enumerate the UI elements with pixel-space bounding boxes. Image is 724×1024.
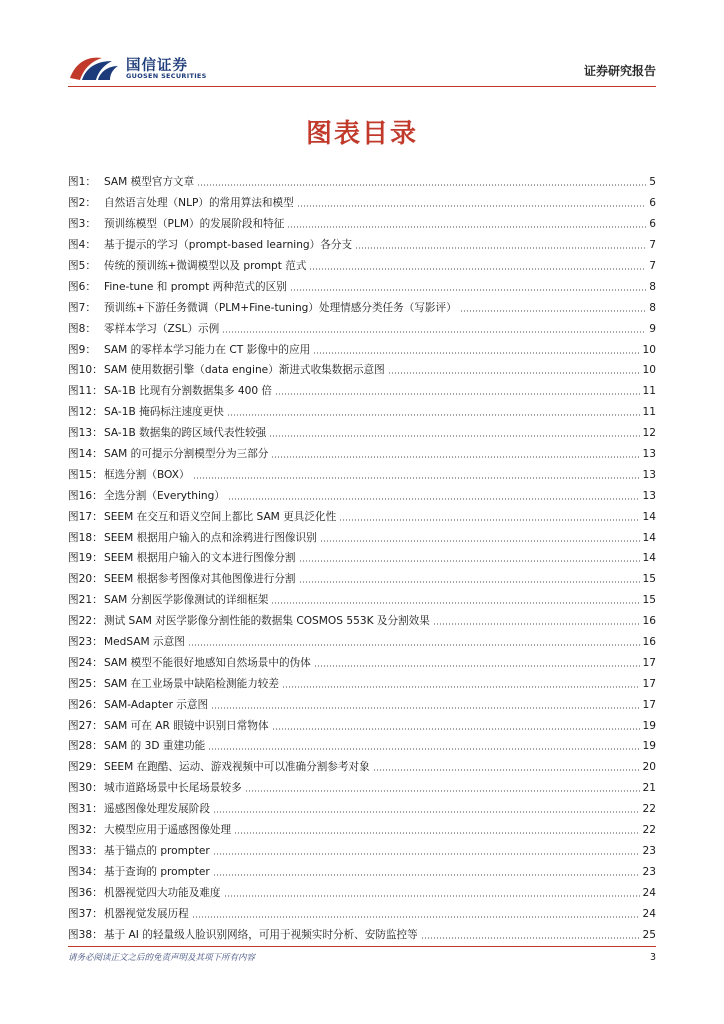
toc-entry-page: 14 xyxy=(642,552,656,565)
toc-entry[interactable] xyxy=(68,569,656,590)
toc-entry-label: 图1： xyxy=(68,176,96,189)
toc-entry-label: 图12： xyxy=(68,406,103,419)
toc-entry[interactable] xyxy=(68,423,656,444)
toc-entry-page: 7 xyxy=(649,260,656,272)
toc-entry-title: Fine-tune 和 prompt 两种范式的区别 xyxy=(104,280,287,293)
toc-leader-dots xyxy=(271,602,639,604)
toc-entry-title: 全选分割（Everything） xyxy=(104,489,225,502)
toc-entry-label: 图16： xyxy=(68,489,103,502)
toc-entry[interactable] xyxy=(68,694,656,715)
toc-leader-dots xyxy=(213,874,640,876)
toc-leader-dots xyxy=(433,623,640,625)
toc-entry[interactable] xyxy=(68,276,656,297)
toc-entry-page: 16 xyxy=(642,636,656,649)
toc-leader-dots xyxy=(320,540,640,542)
toc-entry-label: 图24： xyxy=(68,656,103,669)
toc-entry[interactable] xyxy=(68,632,656,653)
toc-entry-label: 图18： xyxy=(68,531,103,544)
toc-leader-dots xyxy=(208,748,639,750)
toc-entry[interactable] xyxy=(68,841,656,862)
toc-entry-page: 20 xyxy=(642,761,656,774)
toc-leader-dots xyxy=(460,310,647,312)
toc-entry-page: 23 xyxy=(642,844,656,857)
toc-entry-label: 图27： xyxy=(68,719,103,732)
toc-leader-dots xyxy=(314,665,640,667)
toc-entry-title: SEEM 根据用户输入的点和涂鸦进行图像识别 xyxy=(104,531,317,544)
footer-disclaimer: 请务必阅读正文之后的免责声明及其项下所有内容 xyxy=(68,953,256,963)
toc-entry-page: 19 xyxy=(642,719,656,732)
logo-chinese-name: 国信证券 xyxy=(126,58,188,74)
toc-entry[interactable] xyxy=(68,464,656,485)
toc-leader-dots xyxy=(299,560,640,562)
toc-entry-page: 10 xyxy=(642,343,656,356)
toc-entry-title: 预训练模型（PLM）的发展阶段和特征 xyxy=(104,218,285,231)
toc-leader-dots xyxy=(234,832,639,834)
toc-entry-title: 机器视觉发展历程 xyxy=(104,907,189,920)
page-title: 图表目录 xyxy=(305,119,418,149)
toc-entry-title: SAM 的可提示分割模型分为三部分 xyxy=(104,448,269,461)
toc-entry-label: 图32： xyxy=(68,824,103,837)
toc-entry-title: MedSAM 示意图 xyxy=(104,636,185,649)
toc-entry-title: 基于提示的学习（prompt-based learning）各分支 xyxy=(104,239,353,252)
toc-entry-title: 基于 AI 的轻量级人脸识别网络，可用于视频实时分析、安防监控等 xyxy=(104,928,418,941)
toc-entry-title: 测试 SAM 对医学影像分割性能的数据集 COSMOS 553K 及分割效果 xyxy=(104,615,430,628)
toc-leader-dots xyxy=(290,289,646,291)
toc-entry-label: 图8： xyxy=(68,322,96,335)
toc-leader-dots xyxy=(211,707,639,709)
toc-entry-title: SAM 可在 AR 眼镜中识别日常物体 xyxy=(104,719,269,732)
toc-entry-label: 图15： xyxy=(68,468,103,481)
toc-leader-dots xyxy=(421,937,640,939)
toc-entry[interactable] xyxy=(68,799,656,820)
toc-entry[interactable] xyxy=(68,214,656,235)
toc-entry-title: SAM 模型官方文章 xyxy=(104,176,195,189)
toc-entry-title: 自然语言处理（NLP）的常用算法和模型 xyxy=(104,197,294,210)
toc-entry-title: SA-1B 数据集的跨区域代表性较强 xyxy=(104,427,267,440)
toc-entry-page: 23 xyxy=(642,865,656,878)
toc-entry[interactable] xyxy=(68,882,656,903)
page-header xyxy=(68,50,656,86)
report-type-label: 证券研究报告 xyxy=(583,64,656,78)
toc-entry-page: 9 xyxy=(649,322,656,335)
toc-leader-dots xyxy=(227,414,640,416)
toc-entry-page: 22 xyxy=(642,824,656,837)
toc-entry-page: 6 xyxy=(649,197,656,210)
toc-entry[interactable] xyxy=(68,673,656,694)
toc-leader-dots xyxy=(355,247,646,249)
toc-entry[interactable] xyxy=(68,235,656,256)
toc-entry-label: 图3： xyxy=(68,218,96,231)
toc-entry-page: 16 xyxy=(642,615,656,628)
toc-entry-title: SAM 使用数据引擎（data engine）渐进式收集数据示意图 xyxy=(104,364,385,377)
toc-entry-page: 21 xyxy=(642,782,656,795)
toc-entry-title: SEEM 在跑酷、运动、游戏视频中可以准确分割参考对象 xyxy=(104,761,370,774)
toc-entry-label: 图37： xyxy=(68,907,103,920)
toc-entry[interactable] xyxy=(68,193,656,214)
toc-entry-page: 15 xyxy=(642,594,656,607)
toc-entry-label: 图31： xyxy=(68,803,103,816)
toc-entry[interactable] xyxy=(68,924,656,945)
toc-entry[interactable] xyxy=(68,757,656,778)
toc-entry-title: SAM 分割医学影像测试的详细框架 xyxy=(104,594,269,607)
toc-entry[interactable] xyxy=(68,548,656,569)
logo-english-name: GUOSEN SECURITIES xyxy=(126,72,207,80)
toc-entry-page: 13 xyxy=(642,448,656,461)
toc-entry-label: 图26： xyxy=(68,698,103,711)
footer-divider xyxy=(68,946,656,947)
toc-leader-dots xyxy=(275,393,639,395)
toc-entry-title: SEEM 在交互和语义空间上都比 SAM 更具泛化性 xyxy=(104,510,337,523)
toc-entry-label: 图33： xyxy=(68,844,103,857)
header-divider xyxy=(68,86,656,87)
toc-leader-dots xyxy=(188,644,640,646)
toc-entry[interactable] xyxy=(68,820,656,841)
toc-entry-title: SEEM 根据参考图像对其他图像进行分割 xyxy=(104,573,296,586)
toc-entry-page: 19 xyxy=(642,740,656,753)
toc-entry[interactable] xyxy=(68,444,656,465)
toc-entry-page: 22 xyxy=(642,803,656,816)
toc-entry-label: 图21： xyxy=(68,594,103,607)
toc-entry-label: 图6： xyxy=(68,280,96,293)
toc-entry-page: 11 xyxy=(642,385,656,398)
toc-entry[interactable] xyxy=(68,485,656,506)
toc-entry-title: 预训练+下游任务微调（PLM+Fine-tuning）处理情感分类任务（写影评） xyxy=(104,301,457,314)
toc-leader-dots xyxy=(197,184,646,186)
toc-leader-dots xyxy=(388,372,640,374)
toc-leader-dots xyxy=(271,456,639,458)
toc-entry-label: 图17： xyxy=(68,510,103,523)
toc-entry-page: 12 xyxy=(642,427,656,440)
toc-entry-label: 图23： xyxy=(68,636,103,649)
toc-entry-page: 24 xyxy=(642,886,656,899)
toc-entry[interactable] xyxy=(68,360,656,381)
toc-entry[interactable] xyxy=(68,861,656,882)
toc-entry-label: 图5： xyxy=(68,260,96,272)
toc-entry-page: 17 xyxy=(642,698,656,711)
toc-leader-dots xyxy=(309,268,646,270)
toc-entry-title: 机器视觉四大功能及难度 xyxy=(104,886,221,899)
guosen-logo xyxy=(68,50,218,86)
toc-entry-page: 15 xyxy=(642,573,656,586)
toc-entry[interactable] xyxy=(68,590,656,611)
toc-entry[interactable] xyxy=(68,402,656,423)
toc-entry-page: 6 xyxy=(649,218,656,231)
toc-leader-dots xyxy=(213,853,640,855)
toc-entry-label: 图28： xyxy=(68,740,103,753)
toc-entry-page: 5 xyxy=(649,176,656,189)
toc-entry-label: 图13： xyxy=(68,427,103,440)
toc-entry-label: 图34： xyxy=(68,865,103,878)
toc-leader-dots xyxy=(287,226,646,228)
toc-entry-label: 图25： xyxy=(68,677,103,690)
toc-entry-page: 8 xyxy=(649,280,656,293)
toc-entry[interactable] xyxy=(68,339,656,360)
toc-entry-label: 图14： xyxy=(68,448,103,461)
toc-entry[interactable] xyxy=(68,736,656,757)
toc-entry-label: 图9： xyxy=(68,343,96,356)
toc-entry-page: 7 xyxy=(649,239,656,252)
toc-entry-title: SEEM 根据用户输入的文本进行图像分割 xyxy=(104,552,296,565)
toc-entry-label: 图10： xyxy=(68,364,103,377)
toc-leader-dots xyxy=(272,728,640,730)
toc-leader-dots xyxy=(192,916,640,918)
toc-entry-title: 基于锚点的 prompter xyxy=(104,844,210,857)
toc-leader-dots xyxy=(222,331,646,333)
toc-leader-dots xyxy=(299,581,640,583)
toc-entry-title: 城市道路场景中长尾场景较多 xyxy=(104,782,242,795)
toc-entry-title: SA-1B 比现有分割数据集多 400 倍 xyxy=(104,385,273,398)
toc-leader-dots xyxy=(193,477,640,479)
toc-entry[interactable] xyxy=(68,381,656,402)
table-of-figures xyxy=(68,172,656,945)
toc-entry-label: 图7： xyxy=(68,301,96,314)
toc-entry[interactable] xyxy=(68,318,656,339)
toc-leader-dots xyxy=(282,686,640,688)
toc-leader-dots xyxy=(213,811,640,813)
toc-entry-page: 14 xyxy=(642,531,656,544)
toc-leader-dots xyxy=(269,435,639,437)
toc-entry-label: 图4： xyxy=(68,239,96,252)
toc-entry-page: 24 xyxy=(642,907,656,920)
toc-entry-title: 零样本学习（ZSL）示例 xyxy=(104,322,220,335)
toc-entry[interactable] xyxy=(68,903,656,924)
toc-leader-dots xyxy=(313,352,639,354)
toc-entry-label: 图30： xyxy=(68,782,103,795)
toc-leader-dots xyxy=(297,205,647,207)
toc-entry-page: 17 xyxy=(642,656,656,669)
toc-leader-dots xyxy=(339,519,639,521)
toc-entry-page: 17 xyxy=(642,677,656,690)
toc-leader-dots xyxy=(245,790,640,792)
toc-entry-label: 图11： xyxy=(68,385,103,398)
toc-entry-title: 大模型应用于遥感图像处理 xyxy=(104,824,232,837)
toc-leader-dots xyxy=(228,498,640,500)
toc-entry-title: SAM 在工业场景中缺陷检测能力较差 xyxy=(104,677,279,690)
toc-leader-dots xyxy=(224,895,640,897)
toc-entry[interactable] xyxy=(68,527,656,548)
toc-entry-label: 图36： xyxy=(68,886,103,899)
toc-entry-label: 图22： xyxy=(68,615,103,628)
toc-entry[interactable] xyxy=(68,506,656,527)
toc-entry-page: 14 xyxy=(642,510,656,523)
toc-entry-label: 图19： xyxy=(68,552,103,565)
toc-entry-page: 11 xyxy=(642,406,656,419)
toc-entry-title: 遥感图像处理发展阶段 xyxy=(104,803,210,816)
page-number: 3 xyxy=(649,952,656,963)
toc-entry-label: 图38： xyxy=(68,928,103,941)
toc-entry-label: 图20： xyxy=(68,573,103,586)
toc-entry-title: 基于查询的 prompter xyxy=(104,865,210,878)
toc-entry[interactable] xyxy=(68,778,656,799)
toc-leader-dots xyxy=(373,769,640,771)
toc-entry-page: 13 xyxy=(642,468,656,481)
toc-entry-title: SA-1B 掩码标注速度更快 xyxy=(104,406,224,419)
toc-entry[interactable] xyxy=(68,256,656,277)
toc-entry-label: 图29： xyxy=(68,761,103,774)
guosen-logo-icon xyxy=(68,52,120,82)
toc-entry-title: 框选分割（BOX） xyxy=(104,468,190,481)
toc-entry-title: SAM 的 3D 重建功能 xyxy=(104,740,206,753)
toc-entry-page: 25 xyxy=(642,928,656,941)
toc-entry[interactable] xyxy=(68,715,656,736)
toc-entry-page: 13 xyxy=(642,489,656,502)
toc-entry-page: 8 xyxy=(649,301,656,314)
toc-entry[interactable] xyxy=(68,652,656,673)
toc-entry-title: SAM-Adapter 示意图 xyxy=(104,698,209,711)
toc-entry-page: 10 xyxy=(642,364,656,377)
toc-entry[interactable] xyxy=(68,297,656,318)
toc-entry-title: SAM 模型不能很好地感知自然场景中的伪体 xyxy=(104,656,311,669)
toc-entry-title: 传统的预训练+微调模型以及 prompt 范式 xyxy=(104,260,307,272)
toc-entry[interactable] xyxy=(68,172,656,193)
toc-entry-title: SAM 的零样本学习能力在 CT 影像中的应用 xyxy=(104,343,311,356)
toc-entry[interactable] xyxy=(68,611,656,632)
toc-entry-label: 图2： xyxy=(68,197,96,210)
